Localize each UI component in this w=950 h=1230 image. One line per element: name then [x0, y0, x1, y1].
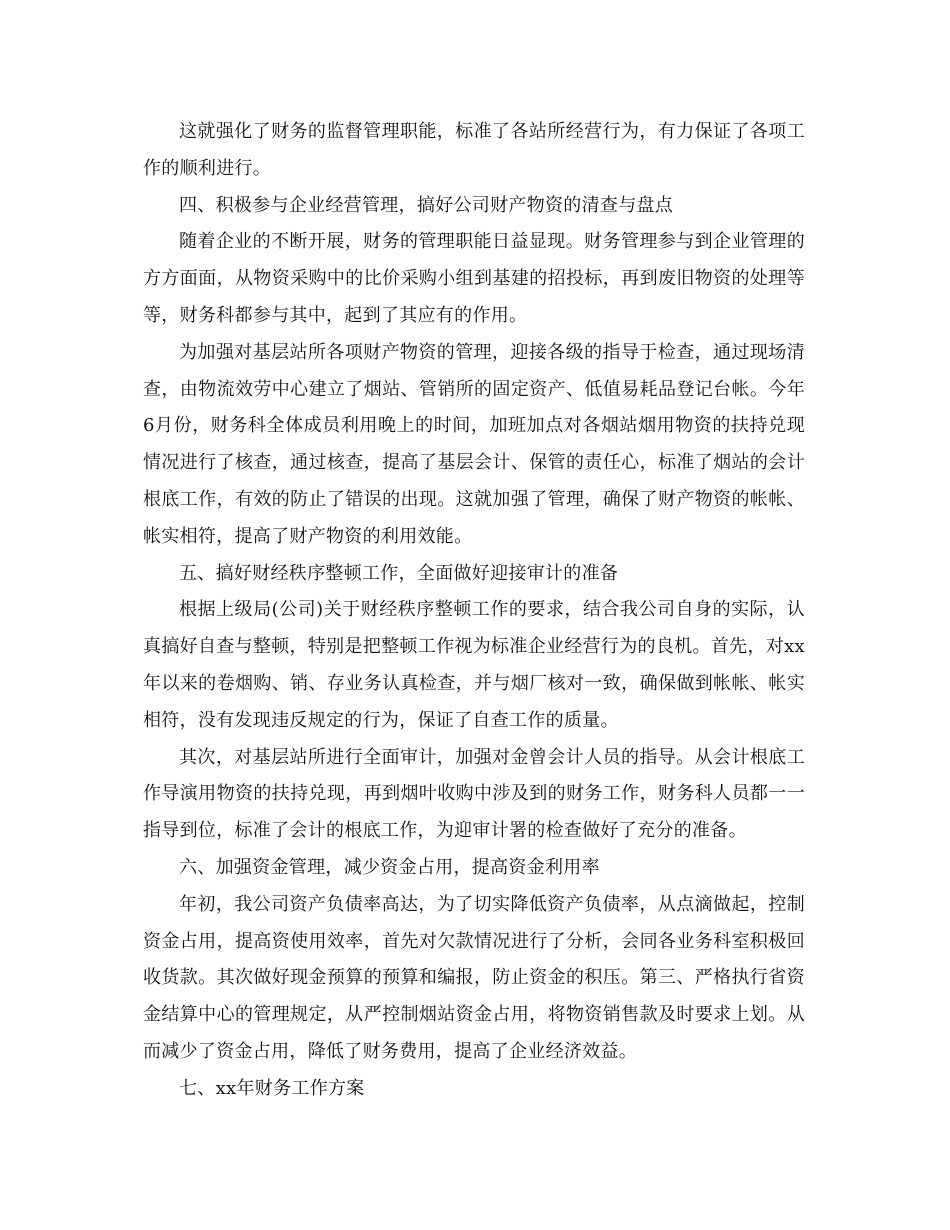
paragraph-fund-management: 年初，我公司资产负债率高达，为了切实降低资产负债率，从点滴做起，控制资金占用，提高资使用效率，首先对欠款情况进行了分析，会同各业务科室积极回收货款。其次做好现金预算的预算和编报，防止资金的积压。第三、严格执行省资金结算中心的管理规定，从严控制烟站资金占用，将物资销售款及时要求上划。从而减少了资金占用，降低了财务费用，提高了企业经济效益。 — [143, 893, 805, 1062]
paragraph-management-role: 随着企业的不断开展，财务的管理职能日益显现。财务管理参与到企业管理的方方面面，从物资采购中的比价采购小组到基建的招投标，再到废旧物资的处理等等，财务科都参与其中，起到了其应有的作用。 — [143, 231, 805, 326]
section-heading-7: 七、xx年财务工作方案 — [179, 1077, 365, 1099]
section-heading-4: 四、积极参与企业经营管理，搞好公司财产物资的清查与盘点 — [179, 194, 674, 216]
section-heading-6: 六、加强资金管理，减少资金占用，提高资金利用率 — [179, 856, 600, 878]
paragraph-supervision: 这就强化了财务的监督管理职能，标准了各站所经营行为，有力保证了各项工作的顺利进行。 — [143, 121, 805, 179]
document-body — [143, 114, 805, 1108]
paragraph-audit: 其次，对基层站所进行全面审计，加强对金曾会计人员的指导。从会计根底工作导演用物资的扶持兑现，再到烟叶收购中涉及到的财务工作，财务科人员都一一指导到位，标准了会计的根底工作，为迎审计署的检查做好了充分的准备。 — [143, 746, 805, 842]
section-heading-5: 五、搞好财经秩序整顿工作，全面做好迎接审计的准备 — [179, 562, 619, 584]
paragraph-self-inspection: 根据上级局(公司)关于财经秩序整顿工作的要求，结合我公司自身的实际，认真搞好自查与整顿，特别是把整顿工作视为标准企业经营行为的良机。首先，对xx年以来的卷烟购、销、存业务认真检查，并与烟厂核对一致，确保做到帐帐、帐实相符，没有发现违反规定的行为，保证了自查工作的质量。 — [143, 599, 805, 731]
paragraph-asset-check: 为加强对基层站所各项财产物资的管理，迎接各级的指导于检查，通过现场清查，由物流效劳中心建立了烟站、管销所的固定资产、低值易耗品登记台帐。今年6月份，财务科全体成员利用晚上的时间，加班加点对各烟站烟用物资的扶持兑现情况进行了核查，通过核查，提高了基层会计、保管的责任心，标准了烟站的会计根底工作，有效的防止了错误的出现。这就加强了管理，确保了财产物资的帐帐、帐实相符，提高了财产物资的利用效能。 — [143, 341, 805, 547]
